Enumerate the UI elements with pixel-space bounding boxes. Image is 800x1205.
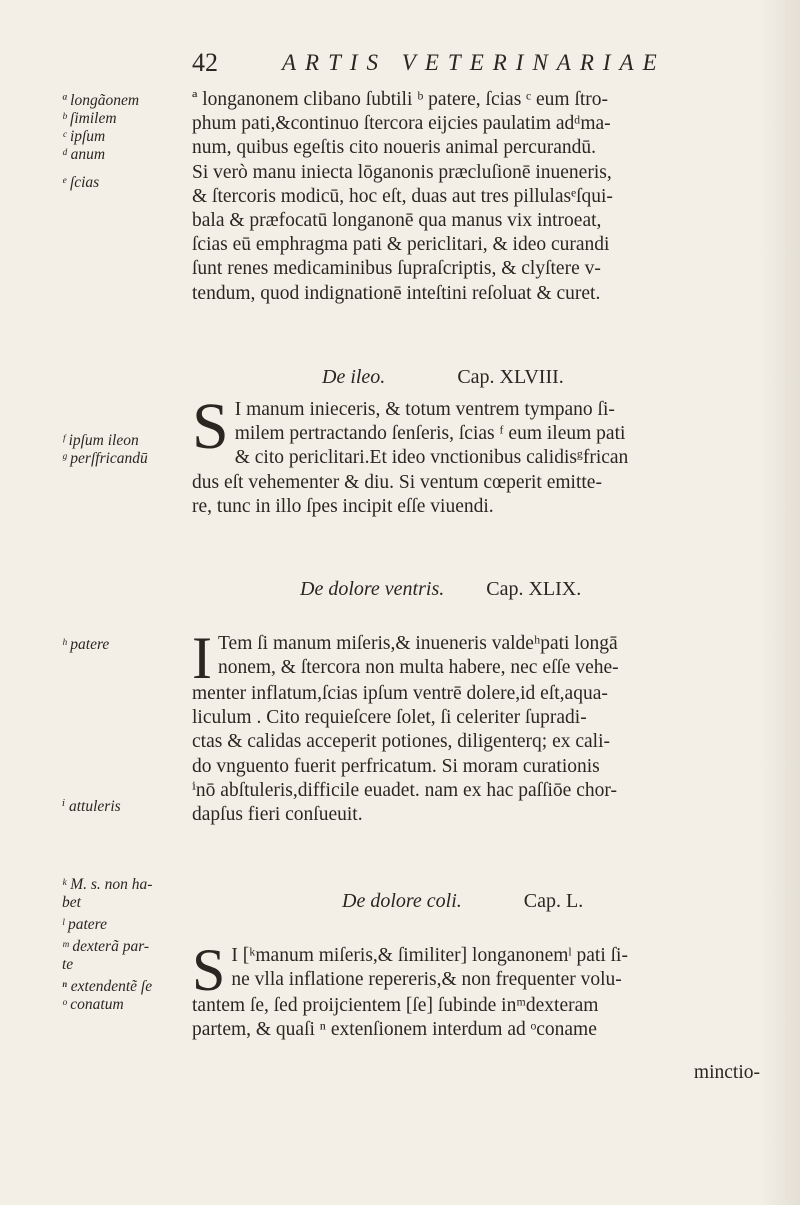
chapter-number: Cap. L. bbox=[523, 890, 584, 912]
margin-notes-block-2 bbox=[62, 432, 184, 468]
text-line: dus eſt vehementer & diu. Si ventum cœperit emitte- bbox=[192, 471, 602, 493]
text-line: dapſus fieri conſueuit. bbox=[192, 804, 363, 826]
margin-note: ᵈ anum bbox=[62, 146, 106, 163]
text-line: ne vlla inflatione repereris,& non frequenter volu- bbox=[231, 969, 622, 991]
text-line: nonem, & ſtercora non multa habere, nec eſſe vehe- bbox=[217, 657, 619, 679]
text-line: ª longanonem clibano ſubtili ᵇ patere, ſcias ᶜ eum ſtro- bbox=[192, 89, 609, 110]
text-line: ſcias eū emphragma pati & periclitari, & ideo curandi bbox=[192, 234, 610, 256]
chapter-title: De dolore ventris. bbox=[300, 578, 445, 600]
chapter-50-body bbox=[192, 944, 792, 1042]
chapter-49-opening bbox=[192, 632, 792, 682]
margin-note: ʰ patere bbox=[62, 636, 110, 653]
chapter-number: Cap. XLVIII. bbox=[457, 366, 564, 388]
margin-notes-block-3 bbox=[62, 636, 184, 654]
margin-notes-block-1 bbox=[62, 92, 184, 192]
running-head bbox=[192, 48, 752, 78]
section-continuation bbox=[192, 88, 792, 306]
margin-note: ⁿ extendentẽ ſe bbox=[62, 978, 153, 995]
drop-cap: I bbox=[192, 632, 212, 682]
text-line: & ſtercoris modicū, hoc eſt, duas aut tres pillulasᵉſqui- bbox=[192, 185, 613, 207]
text-line: Si verò manu iniecta lōganonis præcluſionē inueneris, bbox=[192, 161, 612, 183]
text-line: tendum, quod indignationē inteſtini reſoluat & curet. bbox=[192, 282, 601, 304]
chapter-number: Cap. XLIX. bbox=[486, 578, 582, 600]
text-line: tantem ſe, ſed proijcientem [ſe] ſubinde inᵐdexteram bbox=[192, 995, 599, 1016]
page-number: 42 bbox=[192, 48, 218, 77]
margin-notes-block-5 bbox=[62, 876, 184, 1014]
text-line: num, quibus egeſtis cito noueris animal percurandū. bbox=[192, 137, 596, 159]
margin-note: ᵐ dexterã par- bbox=[62, 938, 150, 955]
text-line: ⁱnō abſtuleris,difficile euadet. nam ex hac paſſiōe chor- bbox=[192, 779, 617, 801]
margin-note: ᵒ conatum bbox=[62, 996, 124, 1013]
margin-note: ᵇ ſimilem bbox=[62, 110, 117, 127]
margin-note: ᶜ ipſum bbox=[62, 128, 106, 145]
margin-note: bet bbox=[62, 894, 81, 911]
text-line: ſunt renes medicaminibus ſupraſcriptis, & clyſtere v- bbox=[192, 258, 601, 280]
text-line: Tem ſi manum miſeris,& inueneris valdeʰpati longā bbox=[217, 633, 618, 654]
margin-note: te bbox=[62, 956, 74, 973]
chapter-heading-50 bbox=[342, 890, 583, 913]
catchword: minctio- bbox=[693, 1062, 760, 1083]
margin-note: ᵏ M. s. non ha- bbox=[62, 876, 153, 893]
text-line: & cito periclitari.Et ideo vnctionibus calidisᵍfrican bbox=[234, 447, 629, 469]
chapter-heading-49 bbox=[300, 578, 581, 601]
chapter-49-body bbox=[192, 632, 792, 827]
text-line: milem pertractando ſenſeris, ſcias ᶠ eum ileum pati bbox=[234, 423, 626, 445]
margin-note: ª longãonem bbox=[62, 92, 140, 109]
chapter-50-opening bbox=[192, 944, 792, 994]
chapter-title: De dolore coli. bbox=[342, 890, 462, 912]
chapter-48-body bbox=[192, 398, 792, 519]
margin-note: ᵉ ſcias bbox=[62, 174, 100, 191]
chapter-title: De ileo. bbox=[322, 366, 386, 388]
drop-cap: S bbox=[192, 944, 226, 994]
drop-cap: S bbox=[192, 398, 229, 463]
margin-note: ⁱ attuleris bbox=[62, 798, 121, 815]
text-line: I [ᵏmanum miſeris,& ſimiliter] longanonemˡ pati ſi- bbox=[231, 945, 628, 966]
text-line: do vnguento fuerit perfricatum. Si moram curationis bbox=[192, 755, 600, 777]
running-title: ARTIS VETERINARIAE bbox=[282, 50, 666, 75]
text-line: menter inflatum,ſcias ipſum ventrē dolere,id eſt,aqua- bbox=[192, 683, 608, 704]
text-line: bala & præfocatū longanonē qua manus vix introeat, bbox=[192, 210, 602, 232]
margin-note: ᶠ ipſum ileon bbox=[62, 432, 139, 449]
margin-note: ᵍ perſfricandū bbox=[62, 450, 148, 467]
chapter-48-opening bbox=[192, 398, 792, 471]
text-line: re, tunc in illo ſpes incipit eſſe viuendi. bbox=[192, 495, 494, 517]
chapter-heading-48 bbox=[322, 366, 564, 389]
margin-notes-block-4 bbox=[62, 798, 184, 816]
text-line: phum pati,&continuo ſtercora eijcies paulatim adᵈma- bbox=[192, 113, 611, 135]
text-line: partem, & quaſi ⁿ extenſionem interdum ad ᵒconame bbox=[192, 1019, 597, 1041]
page-edge-shadow bbox=[760, 0, 800, 1205]
margin-note: ˡ patere bbox=[62, 916, 108, 933]
text-line: liculum . Cito requieſcere ſolet, ſi celeriter ſupradi- bbox=[192, 707, 587, 729]
text-line: I manum inieceris, & totum ventrem tympano ſi- bbox=[234, 399, 615, 420]
text-line: ctas & calidas acceperit potiones, diligenterq; ex cali- bbox=[192, 731, 610, 753]
